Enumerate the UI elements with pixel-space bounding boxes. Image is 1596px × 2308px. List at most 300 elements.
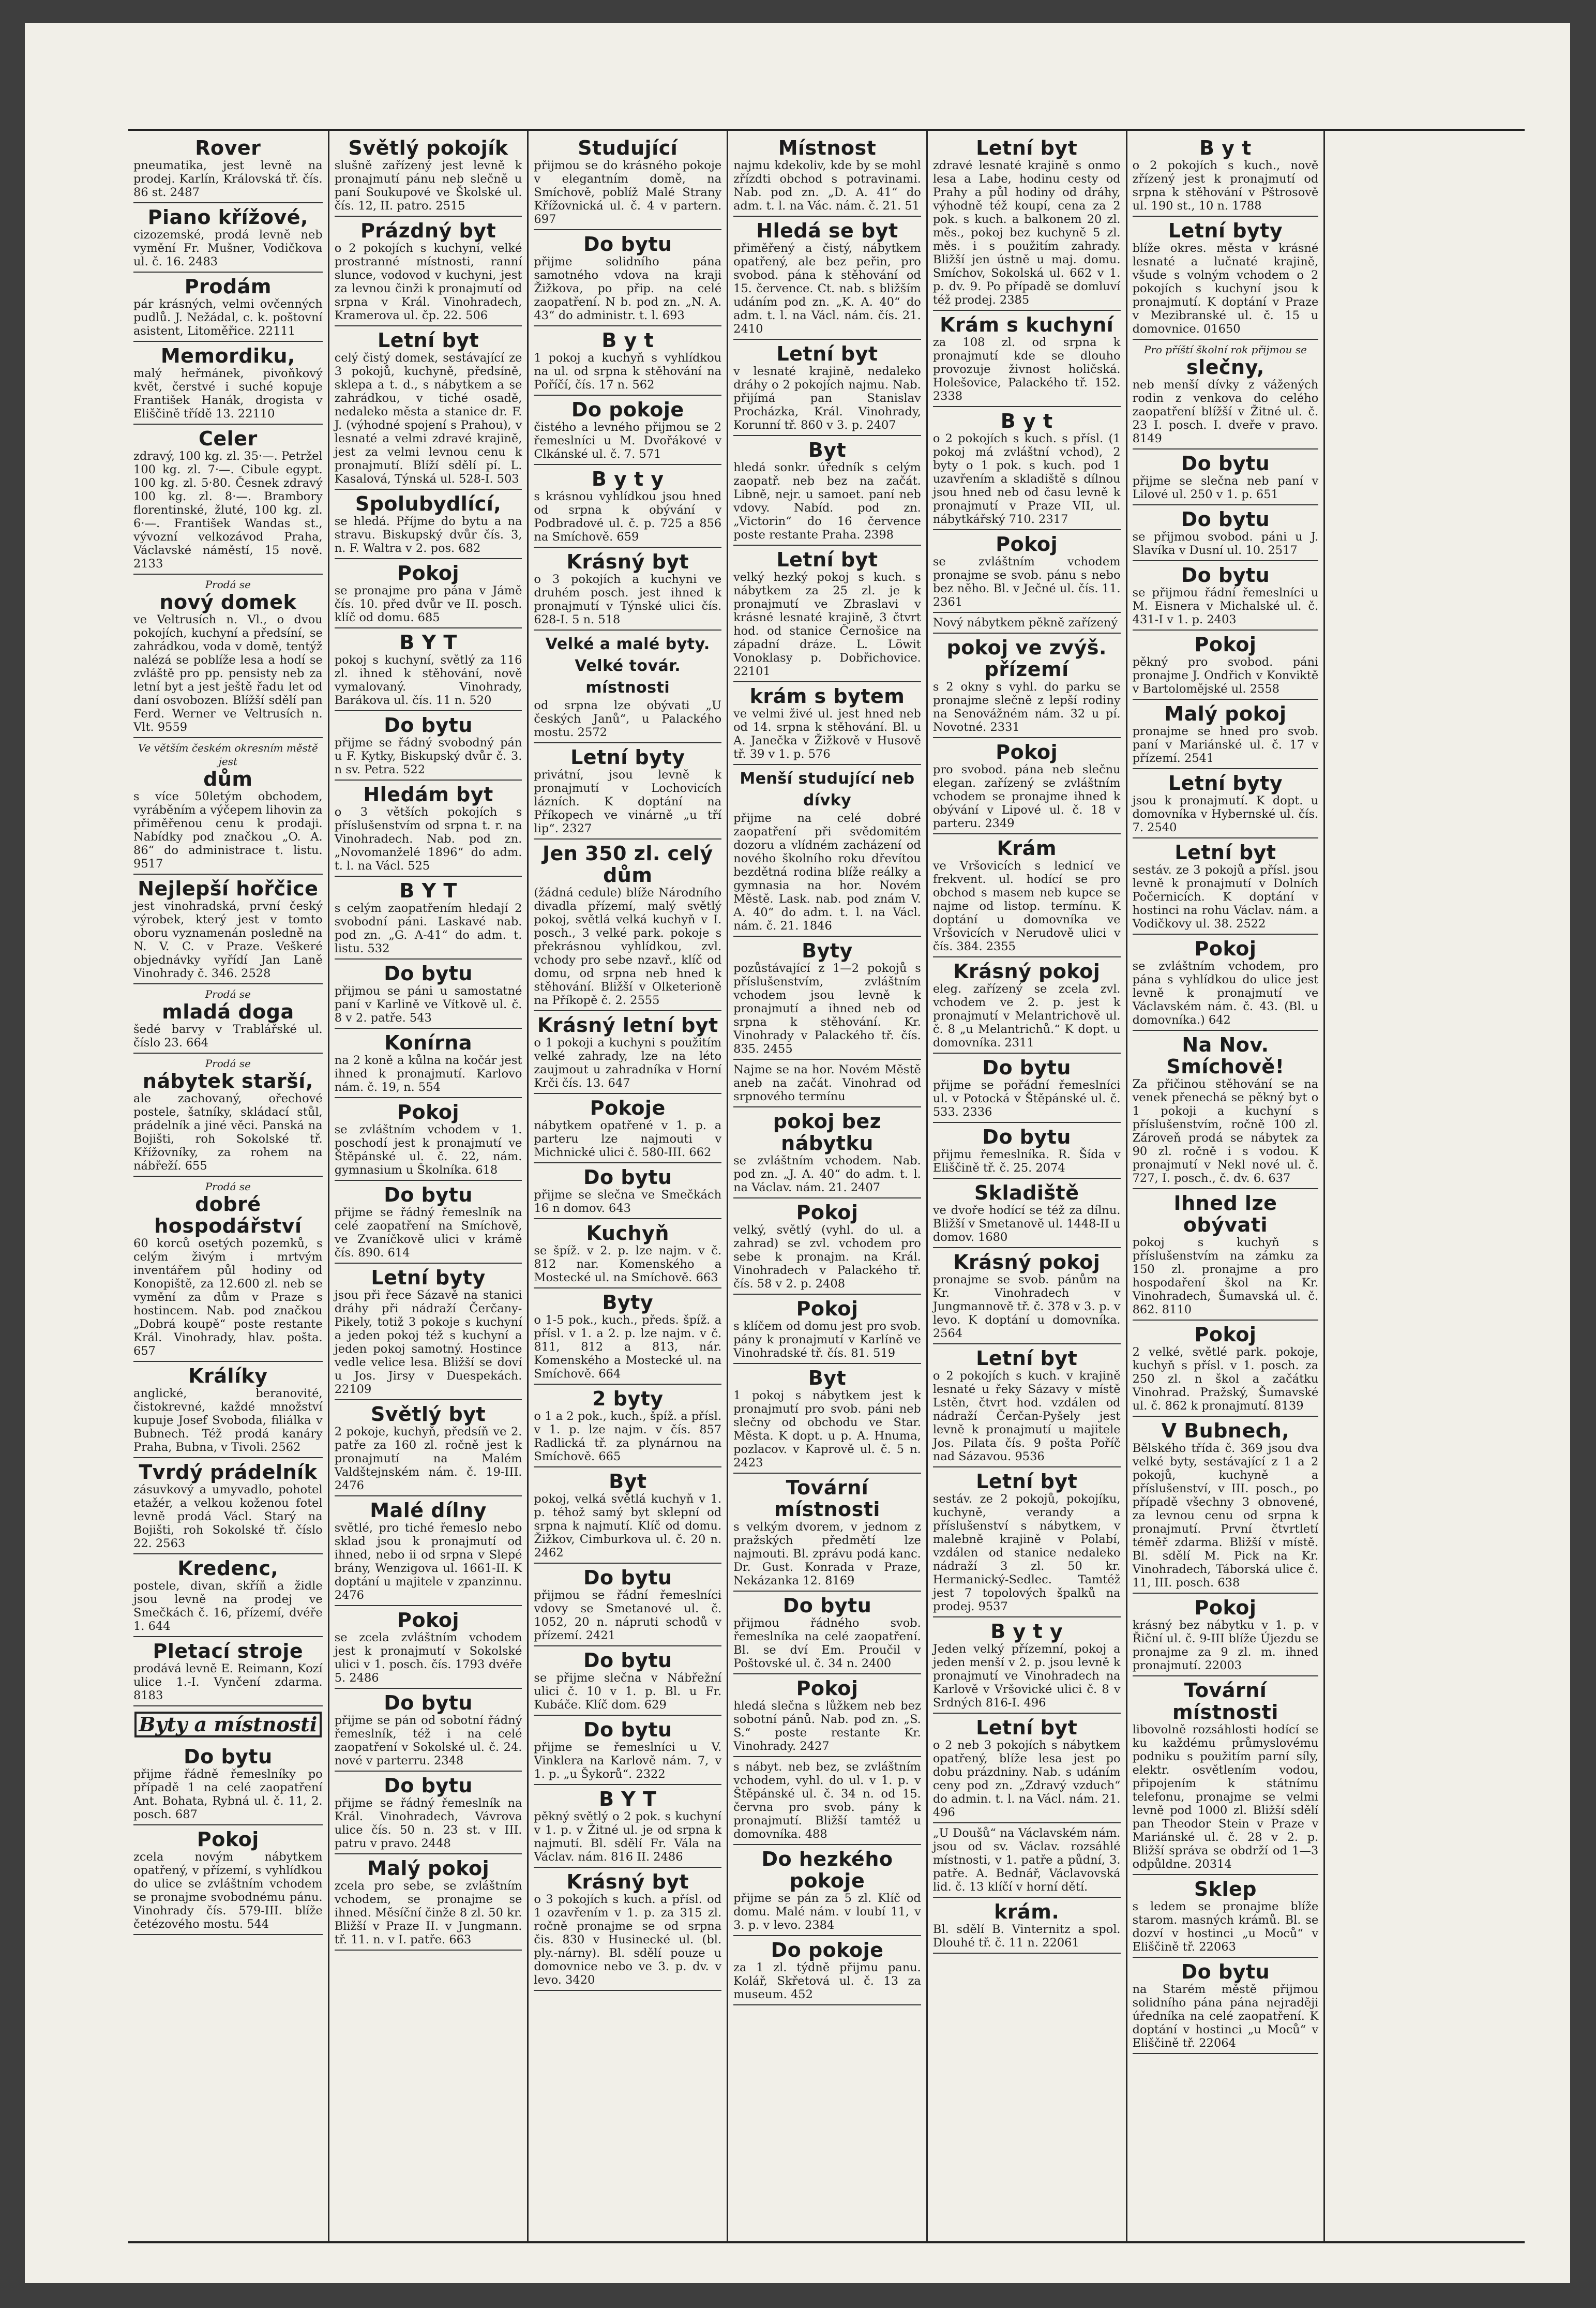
classified-ad: [335, 1400, 522, 1496]
ad-heading: Do bytu: [1181, 452, 1270, 475]
classified-ad: [133, 1362, 323, 1458]
ad-text: velký, světlý (vyhl. do ul. a zahrad) se zvl. vchodem pro sebe k pronajm. na Král. Vinohradech v Palackého tř. čís. 58 v 2. p. 2408: [733, 1223, 921, 1291]
classified-ad: [335, 490, 522, 559]
classified-ad: [335, 960, 522, 1029]
ad-heading: Do bytu: [184, 1745, 273, 1768]
ad-heading: Do pokoje: [571, 398, 684, 421]
ad-text: o 2 neb 3 pokojích s nábytkem opatřený, blíže lesa jest po dobu prázdniny. Nab. s udáním ceny pod zn. „Zdravý vzduch“ do admin. t. l. na Václ. nám. 21. 496: [932, 1739, 1121, 1819]
classified-ad: [133, 575, 323, 738]
classified-ad: [933, 530, 1121, 613]
ad-text: nábytkem opatřené v 1. p. a parteru lze najmouti v Michnické ulici č. 580-III. 662: [534, 1119, 722, 1159]
classified-ad: [1133, 1189, 1319, 1321]
ad-text: o 2 pokojích s kuch., nově zřízený jest k pronajmutí od srpna k stěhování v Pštrosově ul. 190 st., 10 n. 1788: [1132, 159, 1319, 213]
classified-ad: [1133, 340, 1319, 449]
classified-ad: [133, 203, 323, 273]
ad-text: zdravý, 100 kg. zl. 35·—. Petržel 100 kg. zl. 7·—. Cibule egypt. 100 kg. zl. 5·80. Česnek zdravý 100 kg. zl. 8·—. Brambory florentinské, žluté, 100 kg. zl. 6·—. František Wandas st., vývozní velkozávod Praha, Václavské náměstí, 15 nově. 2133: [133, 449, 323, 571]
ad-heading: Letní byt: [1175, 841, 1276, 864]
classified-ad: [933, 957, 1121, 1054]
ad-heading: Do bytu: [583, 233, 672, 256]
ad-heading: Pokoj: [996, 741, 1058, 763]
ad-text: cizozemské, prodá levně neb vymění Fr. Mušner, Vodičkova ul. č. 16. 2483: [133, 228, 323, 268]
ad-text: zdravé lesnaté krajině s onmo lesa a Labe, hodinu cesty od Prahy a půl hodiny od dráhy, výhodně též koupí, cena za 2 pok. s kuch. a balkonem 20 zl. měs., pokoj bez kuchyně 5 zl. měs. i s použitím zahrady. Bližší jen ústně u maj. domu. Smíchov, Sokolská ul. 662 v 1. p. dv. 9. Po případě se domluví též prodej. 2385: [932, 159, 1121, 307]
ad-text: přijmou řádného svob. řemeslníka na celé zaopatření. Bl. se dví Em. Proučil v Poštovské ul. č. 34 n. 2400: [733, 1616, 921, 1670]
ad-text: o 1 pokoji a kuchyni s použitím velké zahrady, lze na léto zaujmout u zahradníka v Horní Krči čís. 13. 647: [534, 1036, 722, 1090]
ad-heading: Jen 350 zl. celý dům: [542, 842, 713, 887]
ad-text: přijme se řádný řemeslník na celé zaopatření na Smíchově, ve Zvaníčkově ulici v krámě čís. 890. 614: [334, 1206, 522, 1260]
classified-ad: [534, 1467, 721, 1564]
ad-text: (žádná cedule) blíže Národního divadla přízemí, malý světlý pokoj, světlá velká kuchyň v I. posch., 3 velké park. pokoje s překrásnou vyhlídkou, zvl. vchody pro sebe nzavř., klíč od domu, od srpna neb hned k stěhování. Bližší v Olketerioně na Příkopě č. 2. 2555: [534, 886, 722, 1007]
ad-text: přijmou se páni u samostatné paní v Karlině ve Vítkově ul. č. 8 v 2. patře. 543: [334, 984, 522, 1025]
classified-ad: [335, 877, 522, 960]
ad-text: se přijmou řádní řemeslníci u M. Eisnera v Michalské ul. č. 431-I v 1. p. 2403: [1132, 586, 1319, 626]
ad-heading: Letní byt: [378, 329, 479, 352]
classified-ad: [933, 134, 1121, 311]
classified-ad: [133, 1637, 323, 1706]
ad-text: 2 velké, světlé park. pokoje, kuchyň s přísl. v 1. posch. za 250 zl. n škol a začátku Vinohrad. Pražský, Šumavské ul. č. 862 k pronajmutí. 8139: [1132, 1345, 1319, 1413]
ad-text: s nábyt. neb bez, se zvláštním vchodem, vyhl. do ul. v 1. p. v Štěpánské ul. č. 34 n. od 15. června pro svob. pány k pronajmutí. Bližší tamtéž u domovníka. 488: [733, 1760, 921, 1841]
ad-kicker: Prodá se: [205, 578, 251, 591]
classified-ad: [1133, 700, 1319, 769]
ad-text: s klíčem od domu jest pro svob. pány k pronajmutí v Karlíně ve Vinohradské tř. čís. 81. 519: [733, 1320, 921, 1360]
ad-text: se zcela zvláštním vchodem jest k pronajmutí v Sokolské ulici v 1. posch. čís. 1793 dvéře 5. 2486: [334, 1631, 522, 1685]
classified-ad: [1133, 1676, 1319, 1875]
classified-ad: [534, 840, 721, 1011]
ad-heading: Králíky: [188, 1365, 268, 1387]
classified-ad: [1133, 1875, 1319, 1958]
ad-heading: Místnost: [778, 137, 877, 159]
classified-ad: [733, 1845, 921, 1936]
ad-heading: Pokoj: [1194, 1596, 1257, 1619]
ad-text: na Starém městě přijmou solidního pána pána nejraději úředníka na celé zaopatření. K doptání v hostinci „u Moců“ v Eliščině tř. 22064: [1132, 1983, 1319, 2050]
ad-heading: Byty: [802, 939, 853, 962]
ad-text: přiměřený a čistý, nábytkem opatřený, ale bez peřin, pro svobod. pána k stěhování od 15. července. Ct. nab. s bližším udáním pod zn. „K. A. 40“ do adm. t. l. na Václ. nám. čís. 21. 2410: [733, 242, 921, 336]
ad-text: neb menší dívky z vážených rodin z venkova do celého zaopatření blížší v Žitné ul. č. 23 I. posch. I. dveře v pravo. 8149: [1132, 378, 1319, 445]
ad-heading: Letní byty: [371, 1266, 486, 1289]
classified-ad: [733, 436, 921, 546]
ad-kicker: Prodá se: [205, 988, 251, 1000]
classified-ad: [133, 342, 323, 425]
ad-text: přijme se pořádní řemeslníci ul. v Potocká v Štěpánské ul. č. 533. 2336: [932, 1078, 1121, 1119]
classified-ad: [933, 1898, 1121, 1954]
ad-text: pár krásných, velmi ovčenných pudlů. J. Nežádal, c. k. poštovní asistent, Litoměřice. 22111: [133, 297, 323, 338]
ad-heading: Do bytu: [982, 1056, 1071, 1079]
classified-ad: [534, 396, 721, 465]
classified-ad: [534, 1094, 721, 1163]
classified-ad: [335, 1772, 522, 1854]
classified-ad: [933, 1467, 1121, 1617]
classified-ad: [933, 1344, 1121, 1467]
ad-text: přijme se řemeslníci u V. Vinklera na Karlově nám. 7, v 1. p. „u Šykorů“. 2322: [534, 1741, 722, 1781]
ad-text: od srpna lze obývati „U českých Janů“, u Palackého mostu. 2572: [534, 699, 722, 739]
classified-ad: [733, 1474, 921, 1592]
classified-ad: [733, 1060, 921, 1107]
ad-text: za 108 zl. od srpna k pronajmutí kde se dlouho provozuje živnost holičská. Holešovice, Palackého tř. 152. 2338: [932, 336, 1121, 403]
ad-heading: Světlý byt: [370, 1403, 486, 1426]
classified-ad: [133, 1054, 323, 1177]
classified-ad: [534, 1868, 721, 1991]
ad-text: pokoj, velká světlá kuchyň v 1. p. téhož samý byt sklepní od srpna k najmutí. Klíč od domu. Žižkov, Cimburkova ul. č. 20 n. 2462: [534, 1492, 722, 1560]
ad-text: přijme se řádný svobodný pán u F. Kytky, Biskupský dvůr č. 3. n sv. Petra. 522: [334, 736, 522, 776]
ad-text: ve dvoře hodící se též za dílnu. Bližší v Smetanově ul. 1448-II u domov. 1680: [932, 1204, 1121, 1244]
ad-column-2: [328, 131, 528, 2241]
classified-ad: [534, 1288, 721, 1385]
ad-text: pěkný pro svobod. páni pronajme J. Ondřich v Konviktě v Bartolomějské ul. 2558: [1132, 655, 1319, 696]
ad-heading: Spolubydlící,: [355, 492, 502, 515]
classified-ad: [1133, 631, 1319, 700]
ad-heading: Do bytu: [384, 962, 473, 985]
classified-ad: [335, 217, 522, 326]
ad-column-1: [128, 131, 328, 2241]
classified-ad: [733, 1107, 921, 1198]
ad-heading: Do bytu: [384, 1774, 473, 1797]
ad-text: s více 50letým obchodem, vyráběním a výčepem lihovin za přiměřenou cenu k prodaji. Nabídky pod značkou „O. A. 86“ do administrace t. listu. 9517: [133, 790, 323, 871]
classified-ad: [133, 1458, 323, 1554]
ad-heading: Krám: [997, 837, 1057, 860]
classified-ad: [933, 834, 1121, 957]
classified-ad: [534, 465, 721, 548]
ad-heading: Pokoje: [590, 1097, 666, 1119]
ad-heading: B Y T: [399, 879, 457, 902]
ad-heading: Byt: [808, 1367, 847, 1389]
ad-text: 2 pokoje, kuchyň, předsíň ve 2. patře za 160 zl. ročně jest k pronajmutí na Malém Valdštejnském nám. č. 19-III. 2476: [334, 1425, 522, 1492]
ad-text: o 2 pokojích s kuch. s přísl. (1 pokoj má zvláštní vchod), 2 byty o 1 pok. s kuch. pod 1 uzavřením a skladiště s dílnou jsou hned neb od času levně k pronajmutí v Praze VII, ul. nábytkářský 710. 2317: [932, 432, 1121, 526]
ad-heading: dům: [203, 768, 253, 790]
ad-heading: Do bytu: [583, 1566, 672, 1589]
ad-text: přijme řádně řemeslníky po případě 1 na celé zaopatření Ant. Bohata, Rybná ul. č. 11, 2. posch. 687: [133, 1767, 323, 1821]
ad-heading: B Y T: [599, 1788, 657, 1810]
classified-ad: [733, 340, 921, 436]
ad-heading: Nejlepší hořčice: [138, 877, 319, 900]
ad-heading: Prázdný byt: [360, 219, 496, 242]
ad-text: přijme solidního pána samotného vdova na kraji Žižkova, po přip. na celé zaopatření. N b. pod zn. „N. A. 43“ do administr. t. l. 693: [534, 255, 722, 322]
ad-heading: Do bytu: [583, 1166, 672, 1189]
classified-ad: [335, 559, 522, 628]
classified-ad: [933, 311, 1121, 407]
ad-heading: Sklep: [1194, 1878, 1257, 1900]
ad-heading: Malý pokoj: [1164, 702, 1287, 725]
classified-ad: [133, 1554, 323, 1637]
classified-ad: [335, 326, 522, 490]
classified-ad: [733, 1674, 921, 1757]
ad-heading: Rover: [195, 137, 261, 159]
classified-ad: [534, 230, 721, 326]
classified-ad: [733, 682, 921, 765]
ad-text: 60 korců osetých pozemků, s celým živým i mrtvým inventářem půl hodiny od Konopiště, za 12.600 zl. neb se vymění za dům v Praze s hostincem. Nab. pod značkou „Dobrá koupě“ poste restante Král. Vinohrady, hlav. pošta. 657: [133, 1237, 323, 1358]
ad-text: o 3 pokojích s kuch. a přísl. od 1 ozavřením v 1. p. za 315 zl. ročně pronajme se od srpna čis. 830 v Husinecké ul. (bl. ply.-nárny). Bl. sdělí pouze u domovnice nebo ve 3. p. dv. v levo. 3420: [534, 1893, 722, 1987]
ad-heading: Krásný byt: [566, 1870, 689, 1893]
ad-text: přijmou se řádní řemeslníci vdovy se Smetanové ul. č. 1052, 20 n. nápruti schodů v přízemí. 2421: [534, 1588, 722, 1642]
classified-ad: [534, 326, 721, 396]
classified-ad: [335, 1854, 522, 1951]
classified-ad: [933, 634, 1121, 738]
ad-heading: Do pokoje: [771, 1939, 884, 1961]
ad-text: světlé, pro tiché řemeslo nebo sklad jsou k pronajmutí od ihned, nebo ii od srpna v Slepé brány, Wenzigova ul. 1661-II. K doptání u majitele v zpanzinnu. 2476: [334, 1521, 522, 1602]
ad-text: Najme se na hor. Novém Městě aneb na začát. Vinohrad od srpnového termínu: [733, 1063, 921, 1103]
classified-ad: [534, 1011, 721, 1094]
ad-text: hledá sonkr. úředník s celým zaopatř. neb bez na začát. Libně, nejr. u samoet. paní neb vdovy. Nabíd. pod zn. „Victorin“ do 16 července poste restante Praha. 2398: [733, 461, 921, 542]
ad-heading: Letní byty: [1168, 219, 1283, 242]
ad-heading: Studující: [578, 137, 678, 159]
classified-ad: [534, 134, 721, 230]
ad-heading: nový domek: [159, 591, 297, 613]
classified-ad: [733, 937, 921, 1060]
ad-heading: slečny,: [1186, 356, 1264, 379]
ad-heading: Tvrdý prádelník: [139, 1461, 318, 1483]
ad-text: přijme se řádný řemeslník na Král. Vinohradech, Vávrova ulice čís. 50 n. 23 st. v III. patru v pravo. 2448: [334, 1796, 522, 1850]
ad-text: jest vinohradská, první český výrobek, který jest v tomto oboru vyznamenán posledně na N. V. C. v Praze. Veškeré objednávky vyřídí Jan Laně Vinohrady č. 346. 2528: [133, 900, 323, 980]
classified-ad: [1133, 217, 1319, 340]
ad-text: pěkný světlý o 2 pok. s kuchyní v 1. p. v Žitné ul. je od srpna k najmutí. Bl. sdělí Fr. Vála na Václav. nám. 816 II. 2486: [534, 1810, 722, 1864]
ad-heading: Kredenc,: [177, 1557, 279, 1580]
ad-text: sestáv. ze 3 pokojů a přísl. jsou levně k pronajmutí v Dolních Počernicích. K doptání v hostinci na rohu Václav. nám. a Vodičkovy ul. 38. 2522: [1132, 863, 1319, 931]
ad-heading: pokoj bez nábytku: [773, 1110, 882, 1155]
ad-heading: Byt: [808, 439, 847, 461]
newspaper-sheet: [25, 23, 1570, 2283]
classified-ad: [335, 1098, 522, 1181]
ad-heading: B y t: [1000, 410, 1053, 432]
classified-ad: [1133, 134, 1319, 217]
classified-ad: [933, 1054, 1121, 1123]
ad-heading: Do bytu: [1181, 1960, 1270, 1983]
classified-ad: [733, 765, 921, 937]
ad-heading: V Bubnech,: [1161, 1419, 1290, 1442]
classified-ad: [733, 1295, 921, 1364]
ad-heading: Letní byty: [1168, 772, 1283, 795]
ad-text: se zvláštním vchodem v 1. poschodí jest k pronajmutí ve Štěpánské ul. č. 22, nám. gymnasium u Školníka. 618: [334, 1123, 522, 1177]
classified-ad: [1133, 1594, 1319, 1676]
ad-heading: Krásný letní byt: [537, 1014, 718, 1037]
ad-heading: Hledá se byt: [756, 219, 898, 242]
ad-text: libovolně rozsáhlosti hodící se ku každému průmyslovému podniku s použitím parní síly, elektr. osvětlením vodou, připojením k státnímu telefonu, pronajme se velmi levně pod 1000 zl. Bližší sdělí pan Theodor Stein v Praze v Mariánské ul. č. 28 v 2. p. Bližší správa se obdrží od 1—3 odpůldne. 20314: [1132, 1723, 1319, 1871]
ad-heading: Pokoj: [397, 562, 459, 585]
ad-heading: Pokoj: [796, 1677, 859, 1700]
ad-heading: Do bytu: [583, 1649, 672, 1672]
ad-text: krásný bez nábytku v 1. p. v Řiční ul. č. 9-III blíže Újezdu se pronajme za 9 zl. m. ihned pronajmutí. 22003: [1132, 1618, 1319, 1672]
ad-text: prodává levně E. Reimann, Kozí ulice 1.-I. Vynčení zdarma. 8183: [133, 1662, 323, 1702]
ad-column-4: [727, 131, 926, 2241]
ad-heading: Menší studující neb dívky: [740, 770, 915, 810]
ad-heading: B y t y: [990, 1620, 1063, 1643]
ad-heading: krám s bytem: [749, 685, 905, 708]
ad-text: Bělského třída č. 369 jsou dva velké byty, sestávající z 1 a 2 pokojů, kuchyně a příslušenství, v III. posch., po případě všechny 3 obnovené, za levnou cenu od srpna k pronajmutí. První čtvrtletí téměř zdarma. Bližší v místě. Bl. sdělí M. Pick na Kr. Vinohradech, Táborská ulice č. 11, III. posch. 638: [1132, 1442, 1319, 1590]
ad-heading: B y t: [1199, 137, 1252, 159]
ad-heading: Do bytu: [384, 1183, 473, 1206]
ad-text: zásuvkový a umyvadlo, pohotel etažér, a velkou koženou fotel levně prodá Václ. Starý na Bojišti, roh Sokolské tř. číslo 22. 2563: [133, 1483, 323, 1550]
ad-text: se pronajme pro pána v Jámě čís. 10. před dvůr ve II. posch. klíč od domu. 685: [334, 584, 522, 624]
ad-text: Bl. sdělí B. Vinternitz a spol. Dlouhé tř. č. 11 n. 22061: [932, 1923, 1121, 1950]
ad-text: se zvláštním vchodem pronajme se svob. pánu s nebo bez něho. Bl. v Ječné ul. čís. 11. 2361: [932, 555, 1121, 609]
classified-ad: [1133, 838, 1319, 935]
ad-heading: Kuchyň: [586, 1222, 669, 1245]
ad-heading: Konírna: [384, 1031, 473, 1054]
ad-text: čistého a levného přijmou se 2 řemeslníci u M. Dvořákové v Clkánské ul. č. 7. 571: [534, 421, 722, 461]
classified-ad: [534, 548, 721, 631]
classified-ad: [534, 1785, 721, 1868]
classified-ad: [1133, 769, 1319, 838]
ad-heading: B y t: [601, 329, 654, 352]
ad-text: pronajme se hned pro svob. paní v Mariánské ul. č. 17 v přízemí. 2541: [1132, 725, 1319, 765]
ad-text: Jeden velký přízemní, pokoj a jeden menší v 2. p. jsou levně k pronajmutí ve Vinohradech na Karlově v Vršovické ulici č. 8 v Srdných 816-I. 496: [932, 1642, 1121, 1710]
classified-ad: [335, 628, 522, 711]
ad-text: se hledá. Příjme do bytu a na stravu. Biskupský dvůr čís. 3, n. F. Waltra v 2. pos. 682: [334, 515, 522, 555]
ad-text: eleg. zařízený se zcela zvl. vchodem ve 2. p. jest k pronajmutí v Melantrichově ul. č. 8 „u Melantrichů.“ K dopt. u domovníka. 2311: [932, 982, 1121, 1050]
ad-text: hledá slečna s lůžkem neb bez sobotní pánů. Nab. pod zn. „S. S.“ poste restante Kr. Vinohrady. 2427: [733, 1699, 921, 1753]
ad-text: velký hezký pokoj s kuch. s nábytkem za 25 zl. je k pronajmutí ve Zbraslavi v krásné lesnaté krajině, 3 čtvrt hod. od stanice Černošice na západní dráze. L. Löwit Vonoklasy p. Dobřichovice. 22101: [733, 571, 921, 678]
ad-text: pro svobod. pána neb slečnu elegan. zařízený se zvláštním vchodem se pronajme ihned k obývání v Lipové ul. č. 18 v parteru. 2349: [932, 763, 1121, 830]
classified-ad: [335, 1264, 522, 1400]
classified-ad: [133, 425, 323, 575]
ad-column-3: [527, 131, 727, 2241]
classified-ad: [933, 1714, 1121, 1823]
ad-heading: Pletací stroje: [153, 1640, 304, 1662]
classified-ad: [1133, 1417, 1319, 1594]
classified-ad: [733, 1936, 921, 2005]
ad-heading: Pokoj: [796, 1297, 859, 1320]
ad-text: s celým zaopatřením hledají 2 svobodní páni. Laskavé nab. pod zn. „G. A-41“ do adm. t. listu. 532: [334, 902, 522, 955]
ad-text: přijme na celé dobré zaopatření při svědomitém dozoru a vlídném zacházení od nového školního roku dřevítou bezdětná rodina blíže reálky a gymnasia na hor. Novém Městě. Lask. nab. pod znám V. A. 40“ do adm. t. l. na Václ. nám. č. 21. 1846: [733, 812, 921, 933]
classified-ad: [133, 738, 323, 875]
section-banner: Byty a místnosti: [134, 1712, 322, 1737]
ad-text: přijme se pán od sobotní řádný řemeslník, též i na celé zaopatření v Sokolské ul. č. 24. nové v parterru. 2348: [334, 1714, 522, 1767]
ad-heading: Do bytu: [782, 1594, 872, 1617]
ad-text: jsou k pronajmutí. K dopt. u domovníka v Hybernské ul. čís. 7. 2540: [1132, 794, 1319, 834]
ad-heading: Do bytu: [1181, 508, 1270, 531]
classified-ad: [1133, 561, 1319, 631]
ad-heading: Do bytu: [982, 1126, 1071, 1148]
classified-ad: [733, 546, 921, 682]
ad-text: postele, divan, skříň a židle jsou levně na prodej ve Smečkách č. 16, přízemí, dvéře 1. 644: [133, 1579, 323, 1633]
ad-heading: Letní byty: [570, 746, 685, 769]
ad-text: celý čistý domek, sestávající ze 3 pokojů, kuchyně, předsíně, sklepa a t. d., s nábytkem a se zahrádkou, v tiché osadě, nedaleko města a stanice dr. F. J. (výhodné spojení s Prahou), v lesnaté a velmi zdravé krajině, jest za velmi levnou cenu k pronajmutí. Blíží sdělí pí. L. Kasalová, Týnská ul. 528-I. 503: [334, 351, 522, 486]
ad-heading: Do bytu: [583, 1718, 672, 1741]
ad-text: 1 pokoj s nábytkem jest k pronajmutí pro svob. páni neb slečny od obchodu ve Star. Města. K dopt. u p. A. Hnuma, pozlacov. v Kaprově ul. č. 5 n. 2423: [733, 1389, 921, 1470]
ad-heading: Memordiku,: [160, 344, 295, 367]
ad-text: 1 pokoj a kuchyň s vyhlídkou na ul. od srpna k stěhování na Poříčí, čís. 17 n. 562: [534, 351, 722, 392]
classified-ad: [534, 631, 721, 743]
ad-text: šedé barvy v Trablářské ul. číslo 23. 664: [133, 1023, 323, 1050]
ad-text: se zvláštním vchodem. Nab. pod zn. „J. A. 40“ do adm. t. l. na Václav. nám. 21. 2407: [733, 1154, 921, 1194]
ad-heading: Na Nov. Smíchově!: [1166, 1033, 1285, 1078]
classified-ad: [733, 217, 921, 340]
ad-kicker: Prodá se: [205, 1057, 251, 1070]
classified-ad: [1133, 935, 1319, 1031]
ad-heading: Pokoj: [197, 1828, 259, 1851]
classified-ad: [1133, 505, 1319, 561]
classified-ads-page: [128, 129, 1525, 2243]
classified-ad: [733, 1757, 921, 1845]
ad-heading: 2 byty: [592, 1387, 664, 1410]
classified-ad: [733, 134, 921, 217]
ad-text: pozůstávající z 1—2 pokojů s příslušenstvím, zvláštním vchodem jsou levně k pronajmutí a ihned neb od srpna k stěhování. Kr. Vinohrady v Palackého tř. čís. 835. 2455: [733, 962, 921, 1056]
ad-text: sestáv. ze 2 pokojů, pokojíku, kuchyně, verandy a příslušenství s nábytkem, v malebně krajině v Polabí, vzdálen od stanice nedaleko nádraží 3 zl. 50 kr. Hermanický-Sedlec. Tamtéž jest 7 topolových špalků na prodej. 9537: [932, 1492, 1121, 1613]
ad-text: zcela novým nábytkem opatřený, v přízemí, s vyhlídkou do ulice se zvláštním vchodem se pronajme svobodnému pánu. Vinohrady čís. 579-III. blíže četézového mostu. 544: [133, 1850, 323, 1931]
ad-heading: Malý pokoj: [367, 1857, 490, 1880]
ad-text: „U Doušů“ na Václavském nám. jsou od sv. Václav. rozsáhlé místnosti, v 1. patře a půdní, 3. patře. A. Bednář, Václavovská lid. č. 13 klíčí v horní dětí.: [932, 1826, 1121, 1894]
ad-text: o 1-5 pok., kuch., předs. špíž. a přísl. v 1. a 2. p. lze najm. v č. 811, 812 a 813, nár. Komenského a Mostecké ul. na Smíchově. 664: [534, 1313, 722, 1381]
classified-ad: [534, 1716, 721, 1785]
classified-ad: [133, 134, 323, 203]
classified-ad: [133, 1177, 323, 1362]
classified-ad: [534, 1646, 721, 1716]
classified-ad: [335, 781, 522, 877]
classified-ad: [133, 984, 323, 1054]
ad-heading: Do hezkého pokoje: [761, 1848, 893, 1892]
classified-ad: [534, 743, 721, 840]
ad-text: slušně zařízený jest levně k pronajmutí pánu neb slečně u paní Soukupové ve Školské ul. čís. 12, II. patro. 2515: [334, 159, 522, 213]
classified-ad: [534, 1163, 721, 1219]
ad-heading: Pokoj: [1194, 1323, 1257, 1346]
ad-heading: Byty: [602, 1291, 654, 1314]
classified-ad: [133, 875, 323, 984]
ad-text: pokoj s kuchyní, světlý za 116 zl. ihned k stěhování, nově vymalovaný. Vinohrady, Barákova ul. čís. 11 n. 520: [334, 653, 522, 707]
ad-heading: Krásný pokoj: [953, 960, 1101, 983]
ad-kicker: Ve větším českém okresním městě jest: [138, 742, 318, 768]
ad-text: se špíž. v 2. p. lze najm. v č. 812 nar. Komenského a Mostecké ul. na Smíchově. 663: [534, 1244, 722, 1284]
ad-heading: Hledám byt: [363, 783, 493, 806]
classified-ad: [133, 273, 323, 342]
ad-text: zcela pro sebe, se zvláštním vchodem, se pronajme se ihned. Měsíční činže 8 zl. 50 kr. Bližší v Praze II. v Jungmann. tř. 11. n. v I. patře. 663: [334, 1879, 522, 1946]
ad-heading: Prodám: [184, 275, 272, 298]
classified-ad: [1133, 1958, 1319, 2054]
ad-heading: krám.: [994, 1900, 1060, 1923]
classified-ad: [335, 1181, 522, 1264]
classified-ad: [1133, 1031, 1319, 1189]
classified-ad: [733, 1198, 921, 1295]
ad-heading: Malé dílny: [370, 1499, 487, 1522]
ad-heading: Pokoj: [1194, 633, 1257, 656]
ad-heading: nábytek starší,: [142, 1070, 313, 1092]
ad-text: ve velmi živé ul. jest hned neb od 14. srpna k stěhování. Bl. u A. Janečka v Žižkově v Husově tř. 39 v 1. p. 576: [733, 707, 921, 761]
ad-heading: Skladiště: [974, 1181, 1079, 1204]
ad-heading: Pokoj: [397, 1101, 459, 1123]
ad-text: najmu kdekoliv, kde by se mohl zřízdti obchod s potravinami. Nab. pod zn. „D. A. 41“ do adm. t. l. na Vác. nám. č. 21. 51: [733, 159, 921, 213]
ad-text: přijme se slečna neb paní v Lilové ul. 250 v 1. p. 651: [1132, 474, 1319, 501]
ad-heading: B y t y: [591, 468, 664, 490]
classified-ad: [933, 1617, 1121, 1714]
ad-heading: Letní byt: [976, 1347, 1078, 1370]
ad-heading: Pokoj: [1194, 937, 1257, 960]
classified-ad: [933, 738, 1121, 834]
ad-heading: Letní byt: [976, 137, 1078, 159]
ad-heading: pokoj ve zvýš. přízemí: [946, 636, 1107, 681]
classified-ad: [933, 1123, 1121, 1179]
ad-heading: Tovární místnosti: [1172, 1679, 1278, 1723]
ad-text: Za přičinou stěhování se na venek přenechá se pěkný byt o 1 pokoji a kuchyní s příslušenstvím, ročně 100 zl. Zároveň prodá se nábytek za 90 zl. ročně i s vodou. K pronajmutí v Nekl nové ul. č. 727, I. posch., č. dv. 6. 637: [1132, 1077, 1319, 1185]
ad-text: jsou při řece Sázavě na stanici dráhy při nádraží Čerčany-Pikely, totiž 3 pokoje s kuchyní a jeden pokoj též s kuchyní a jeden pokoj samotný. Hostince vedle velice lesa. Bližší se doví u Jos. Jirsy v Duespekách. 22109: [334, 1288, 522, 1396]
ad-heading: Pokoj: [796, 1201, 859, 1224]
ad-text: o 1 a 2 pok., kuch., špíž. a přísl. v 1. p. lze najm. v čís. 857 Radlická tř. za plynárnou na Smíchově. 665: [534, 1410, 722, 1463]
ad-text: anglické, beranovité, čistokrevné, každé množství kupuje Josef Svoboda, filiálka v Bubnech. Též prodá kanáry Praha, Bubna, v Tivoli. 2562: [133, 1387, 323, 1454]
ad-text: pronajme se svob. pánům na Kr. Vinohradech v Jungmannově tř. č. 378 v 3. p. v levo. K doptání u domovníka. 2564: [932, 1273, 1121, 1340]
ad-text: s krásnou vyhlídkou jsou hned od srpna k obývání v Podbradové ul. č. p. 725 a 856 na Smíchově. 659: [534, 490, 722, 544]
ad-heading: dobré hospodářství: [154, 1193, 302, 1237]
ad-text: přijmu řemeslníka. R. Šída v Eliščině tř. č. 25. 2074: [932, 1148, 1121, 1175]
classified-ad: [733, 1364, 921, 1474]
ad-heading: Letní byt: [976, 1716, 1078, 1739]
classified-ad: [335, 134, 522, 217]
ad-text: přijme se slečna ve Smečkách 16 n domov. 643: [534, 1188, 722, 1215]
ad-heading: Letní byt: [976, 1470, 1078, 1493]
ad-heading: B Y T: [399, 631, 457, 654]
ad-heading: Velké a malé byty. Velké továr. místnosti: [545, 635, 710, 697]
ad-text: blíže okres. města v krásné lesnaté a lučnaté krajině, všude s volným vchodem o 2 pokojích s kuchyní jsou k pronajmutí. K doptání v Praze v Mezibranské ul. č. 15 u domovnice. 01650: [1132, 242, 1319, 336]
ad-heading: Pokoj: [397, 1609, 459, 1631]
classified-ad: [133, 1743, 323, 1825]
ad-heading: Piano křížové,: [147, 206, 308, 229]
classified-ad: [933, 1248, 1121, 1344]
ad-text: se přijme slečna v Nábřežní ulici č. 10 v 1. p. Bl. u Fr. Kubáče. Klíč dom. 629: [534, 1671, 722, 1712]
ad-text: za 1 zl. týdně přijmu panu. Kolář, Skřetová ul. č. 13 za museum. 452: [733, 1961, 921, 2001]
